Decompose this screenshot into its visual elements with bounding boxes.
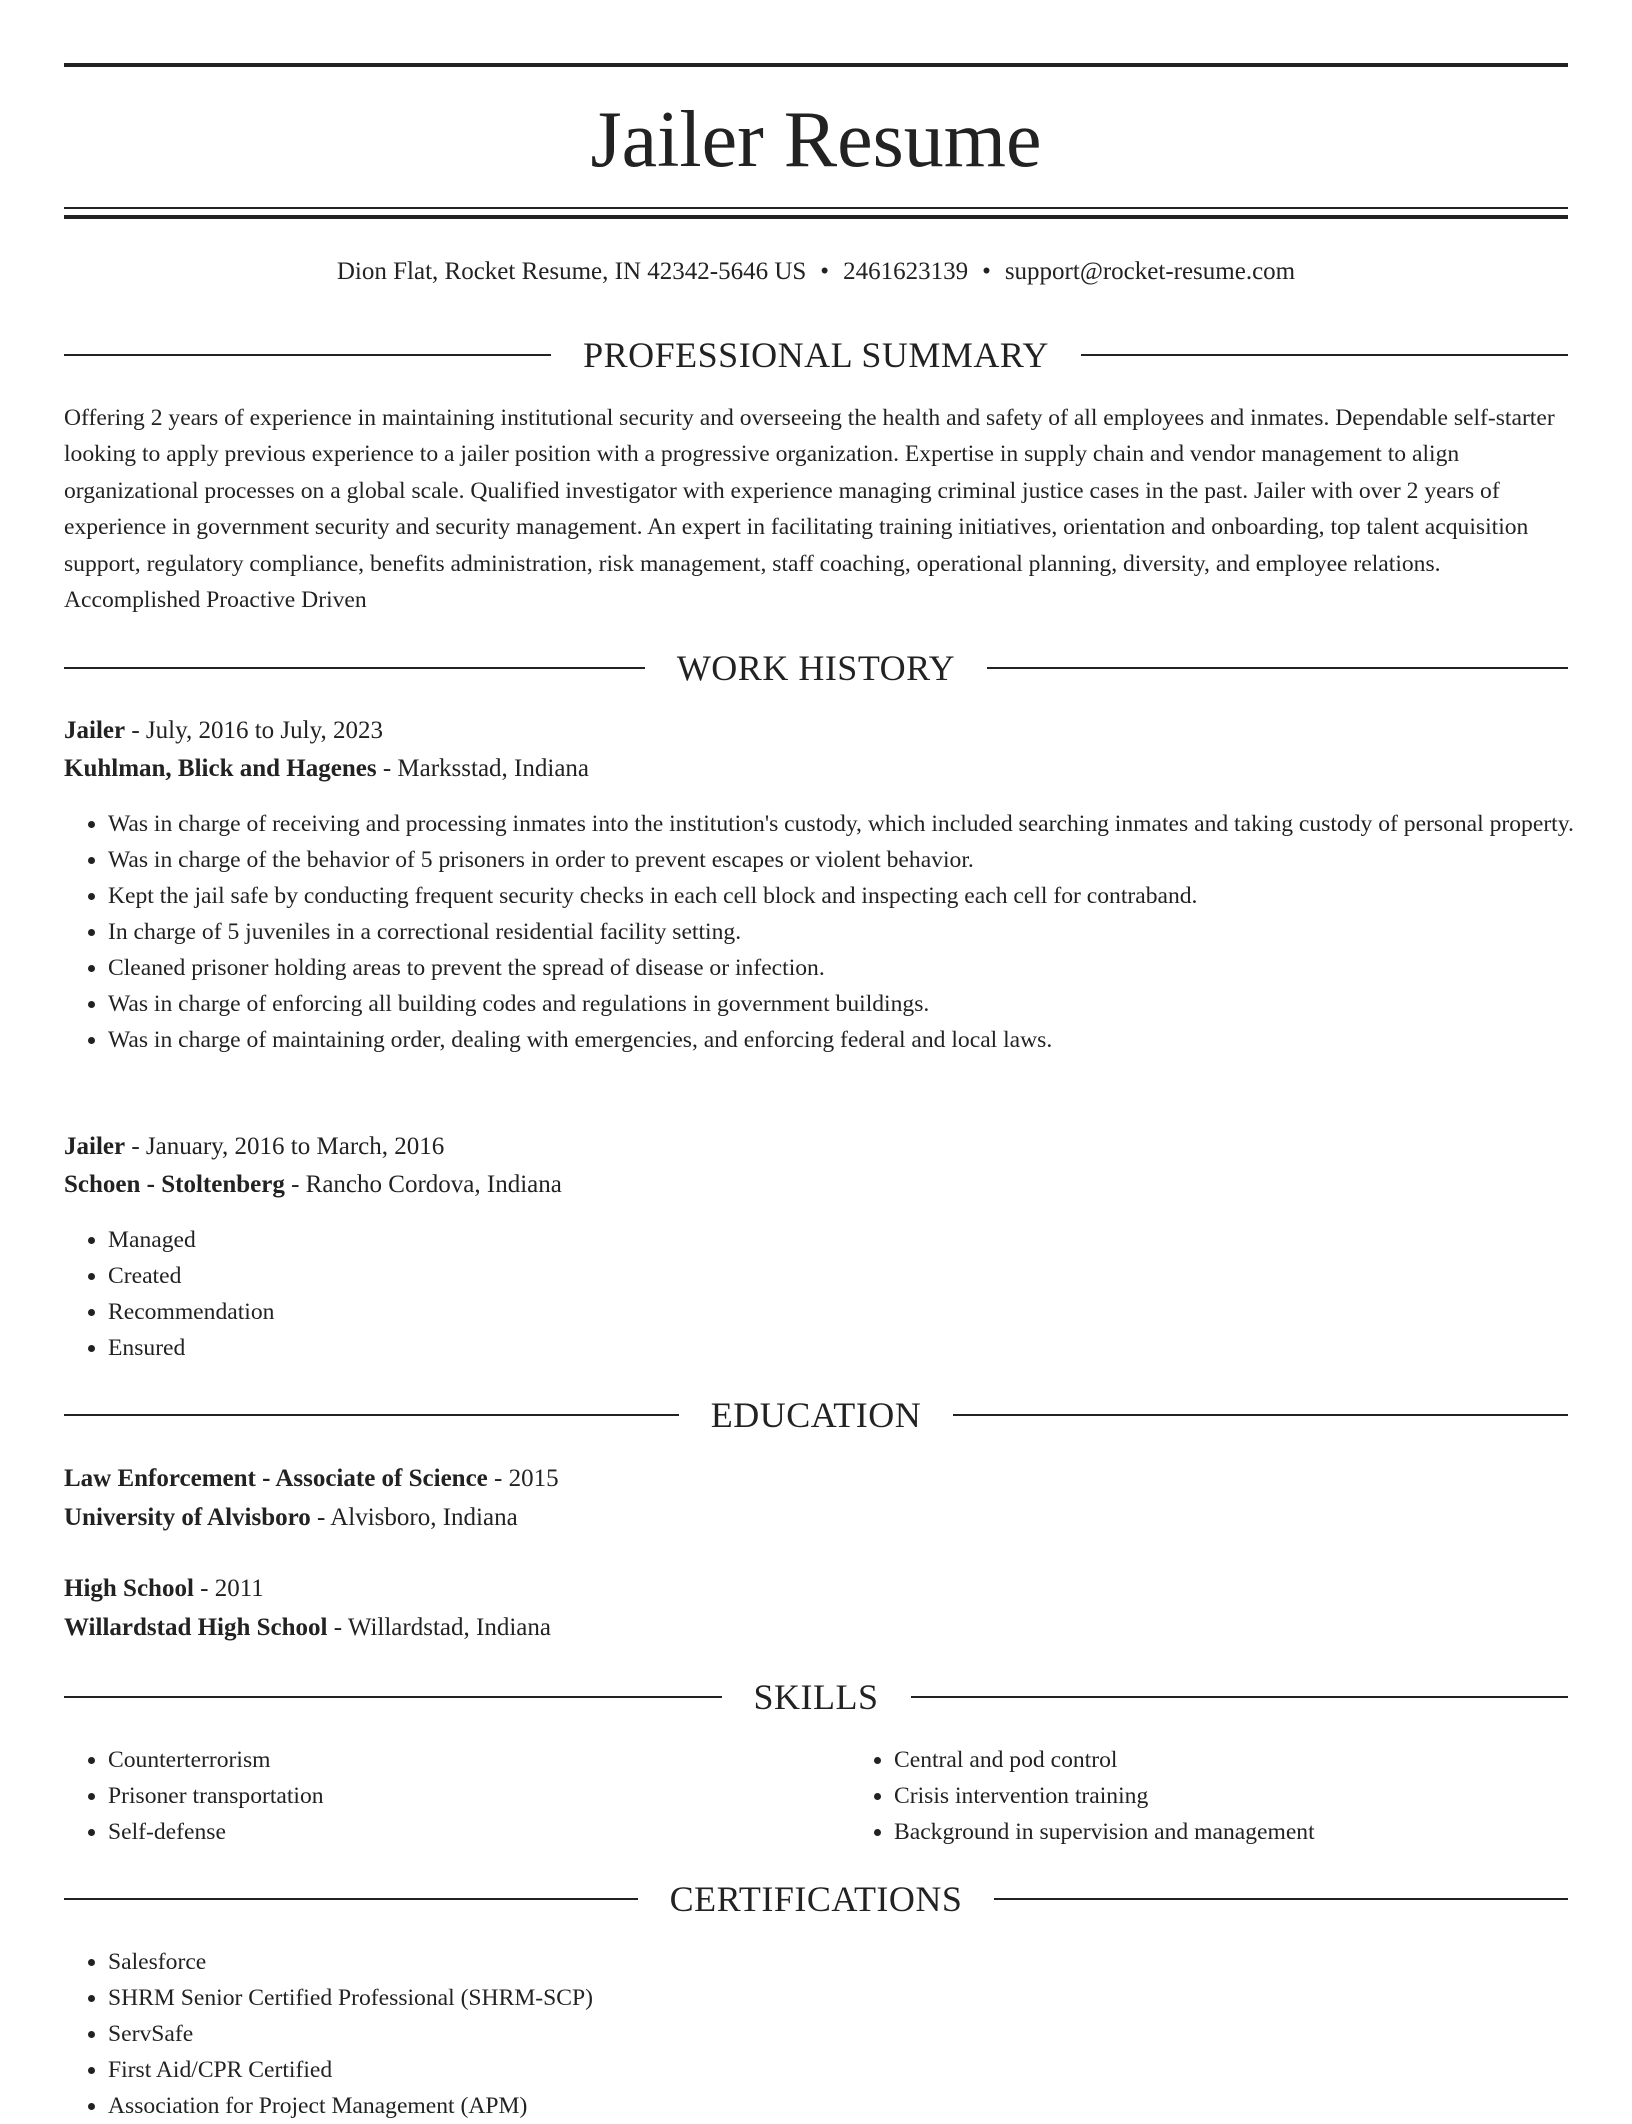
education-location: - Alvisboro, Indiana: [310, 1504, 518, 1531]
section-title-skills: SKILLS: [753, 1677, 879, 1717]
resume-title: Jailer Resume: [590, 96, 1042, 184]
certifications-list: [64, 1944, 1612, 2124]
skills-list-right: [850, 1742, 1632, 1850]
section-header-skills: [64, 1672, 1568, 1722]
list-item: • Recommendation: [108, 1294, 1612, 1330]
skills-list-left: [64, 1742, 850, 1850]
contact-separator: •: [820, 258, 830, 285]
list-item: • Was in charge of maintaining order, dealing with emergencies, and enforcing federal and local laws.: [108, 1022, 1612, 1058]
list-item: • Association for Project Management (APM): [108, 2088, 1612, 2124]
job-title: Jailer: [64, 1133, 126, 1160]
job-title-line: [64, 712, 1568, 750]
section-title-summary: PROFESSIONAL SUMMARY: [583, 335, 1049, 375]
list-item: • Central and pod control: [894, 1742, 1632, 1778]
list-item: • Managed: [108, 1222, 1612, 1258]
job-location: - Marksstad, Indiana: [376, 755, 590, 782]
list-item: • Was in charge of enforcing all building codes and regulations in government buildings.: [108, 986, 1612, 1022]
contact-separator: •: [982, 258, 991, 285]
job-bullets: [64, 1222, 1612, 1366]
list-item: • Cleaned prisoner holding areas to prevent the spread of disease or infection.: [108, 950, 1612, 986]
list-item: • Background in supervision and management: [894, 1814, 1632, 1850]
section-title-education: EDUCATION: [710, 1395, 922, 1435]
title-double-rule: [64, 207, 1568, 219]
job-company: Schoen - Stoltenberg: [64, 1171, 285, 1198]
contact-phone: 2461623139: [843, 258, 969, 285]
education-degree-line: [64, 1460, 1568, 1498]
list-item: • ServSafe: [108, 2016, 1612, 2052]
education-school: University of Alvisboro: [64, 1504, 311, 1531]
list-item: • Ensured: [108, 1330, 1612, 1366]
list-item: • In charge of 5 juveniles in a correctional residential facility setting.: [108, 914, 1612, 950]
list-item: • Was in charge of receiving and processing inmates into the institution's custody, which included searching inmates and taking custody of personal property.: [108, 806, 1612, 842]
section-title-work: WORK HISTORY: [676, 648, 956, 688]
job-company-line: [64, 1166, 1568, 1204]
job-location: - Rancho Cordova, Indiana: [284, 1171, 562, 1198]
job-title: Jailer: [64, 717, 126, 744]
job-company-line: [64, 750, 1568, 788]
list-item: • Prisoner transportation: [108, 1778, 850, 1814]
skills-grid: [64, 1742, 1568, 1850]
education-year: - 2011: [193, 1575, 264, 1602]
education-year: - 2015: [487, 1465, 559, 1492]
top-rule: [64, 63, 1568, 67]
list-item: • Was in charge of the behavior of 5 prisoners in order to prevent escapes or violent behavior.: [108, 842, 1612, 878]
education-degree: Law Enforcement - Associate of Science: [64, 1465, 488, 1492]
education-location: - Willardstad, Indiana: [327, 1614, 551, 1641]
job-company: Kuhlman, Blick and Hagenes: [64, 755, 377, 782]
section-header-work: [64, 643, 1568, 693]
education-school-line: [64, 1609, 1568, 1647]
education-school: Willardstad High School: [64, 1614, 328, 1641]
section-header-education: [64, 1390, 1568, 1440]
section-header-certifications: [64, 1874, 1568, 1924]
contact-email: support@rocket-resume.com: [1004, 258, 1296, 285]
job-title-line: [64, 1128, 1568, 1166]
list-item: • Self-defense: [108, 1814, 850, 1850]
education-degree-line: [64, 1570, 1568, 1608]
contact-address: Dion Flat, Rocket Resume, IN 42342-5646 US: [336, 258, 807, 285]
contact-line: [64, 252, 1568, 292]
list-item: • Kept the jail safe by conducting frequent security checks in each cell block and inspecting each cell for contraband.: [108, 878, 1612, 914]
section-header-summary: [64, 330, 1568, 380]
job-dates: - July, 2016 to July, 2023: [125, 717, 383, 744]
summary-text: Offering 2 years of experience in maintaining institutional security and overseeing the health and safety of all employees and inmates. Dependable self-starter looking to apply previous experience to a jailer position with a progressive organization. Expertise in supply chain and vendor management to align organizational processes on a global scale. Qualified investigator with experience managing criminal justice cases in the past. Jailer with over 2 years of experience in government security and security management. An expert in facilitating training initiatives, orientation and onboarding, top talent acquisition support, regulatory compliance, benefits administration, risk management, staff coaching, operational planning, diversity, and employee relations. Accomplished Proactive Driven: [64, 405, 1555, 614]
list-item: • First Aid/CPR Certified: [108, 2052, 1612, 2088]
education-degree: High School: [64, 1575, 194, 1602]
section-title-certifications: CERTIFICATIONS: [669, 1879, 963, 1919]
list-item: • Salesforce: [108, 1944, 1612, 1980]
list-item: • Crisis intervention training: [894, 1778, 1632, 1814]
list-item: • Created: [108, 1258, 1612, 1294]
list-item: • SHRM Senior Certified Professional (SHRM-SCP): [108, 1980, 1612, 2016]
list-item: • Counterterrorism: [108, 1742, 850, 1778]
job-bullets: [64, 806, 1612, 1058]
job-dates: - January, 2016 to March, 2016: [125, 1133, 445, 1160]
education-school-line: [64, 1499, 1568, 1537]
